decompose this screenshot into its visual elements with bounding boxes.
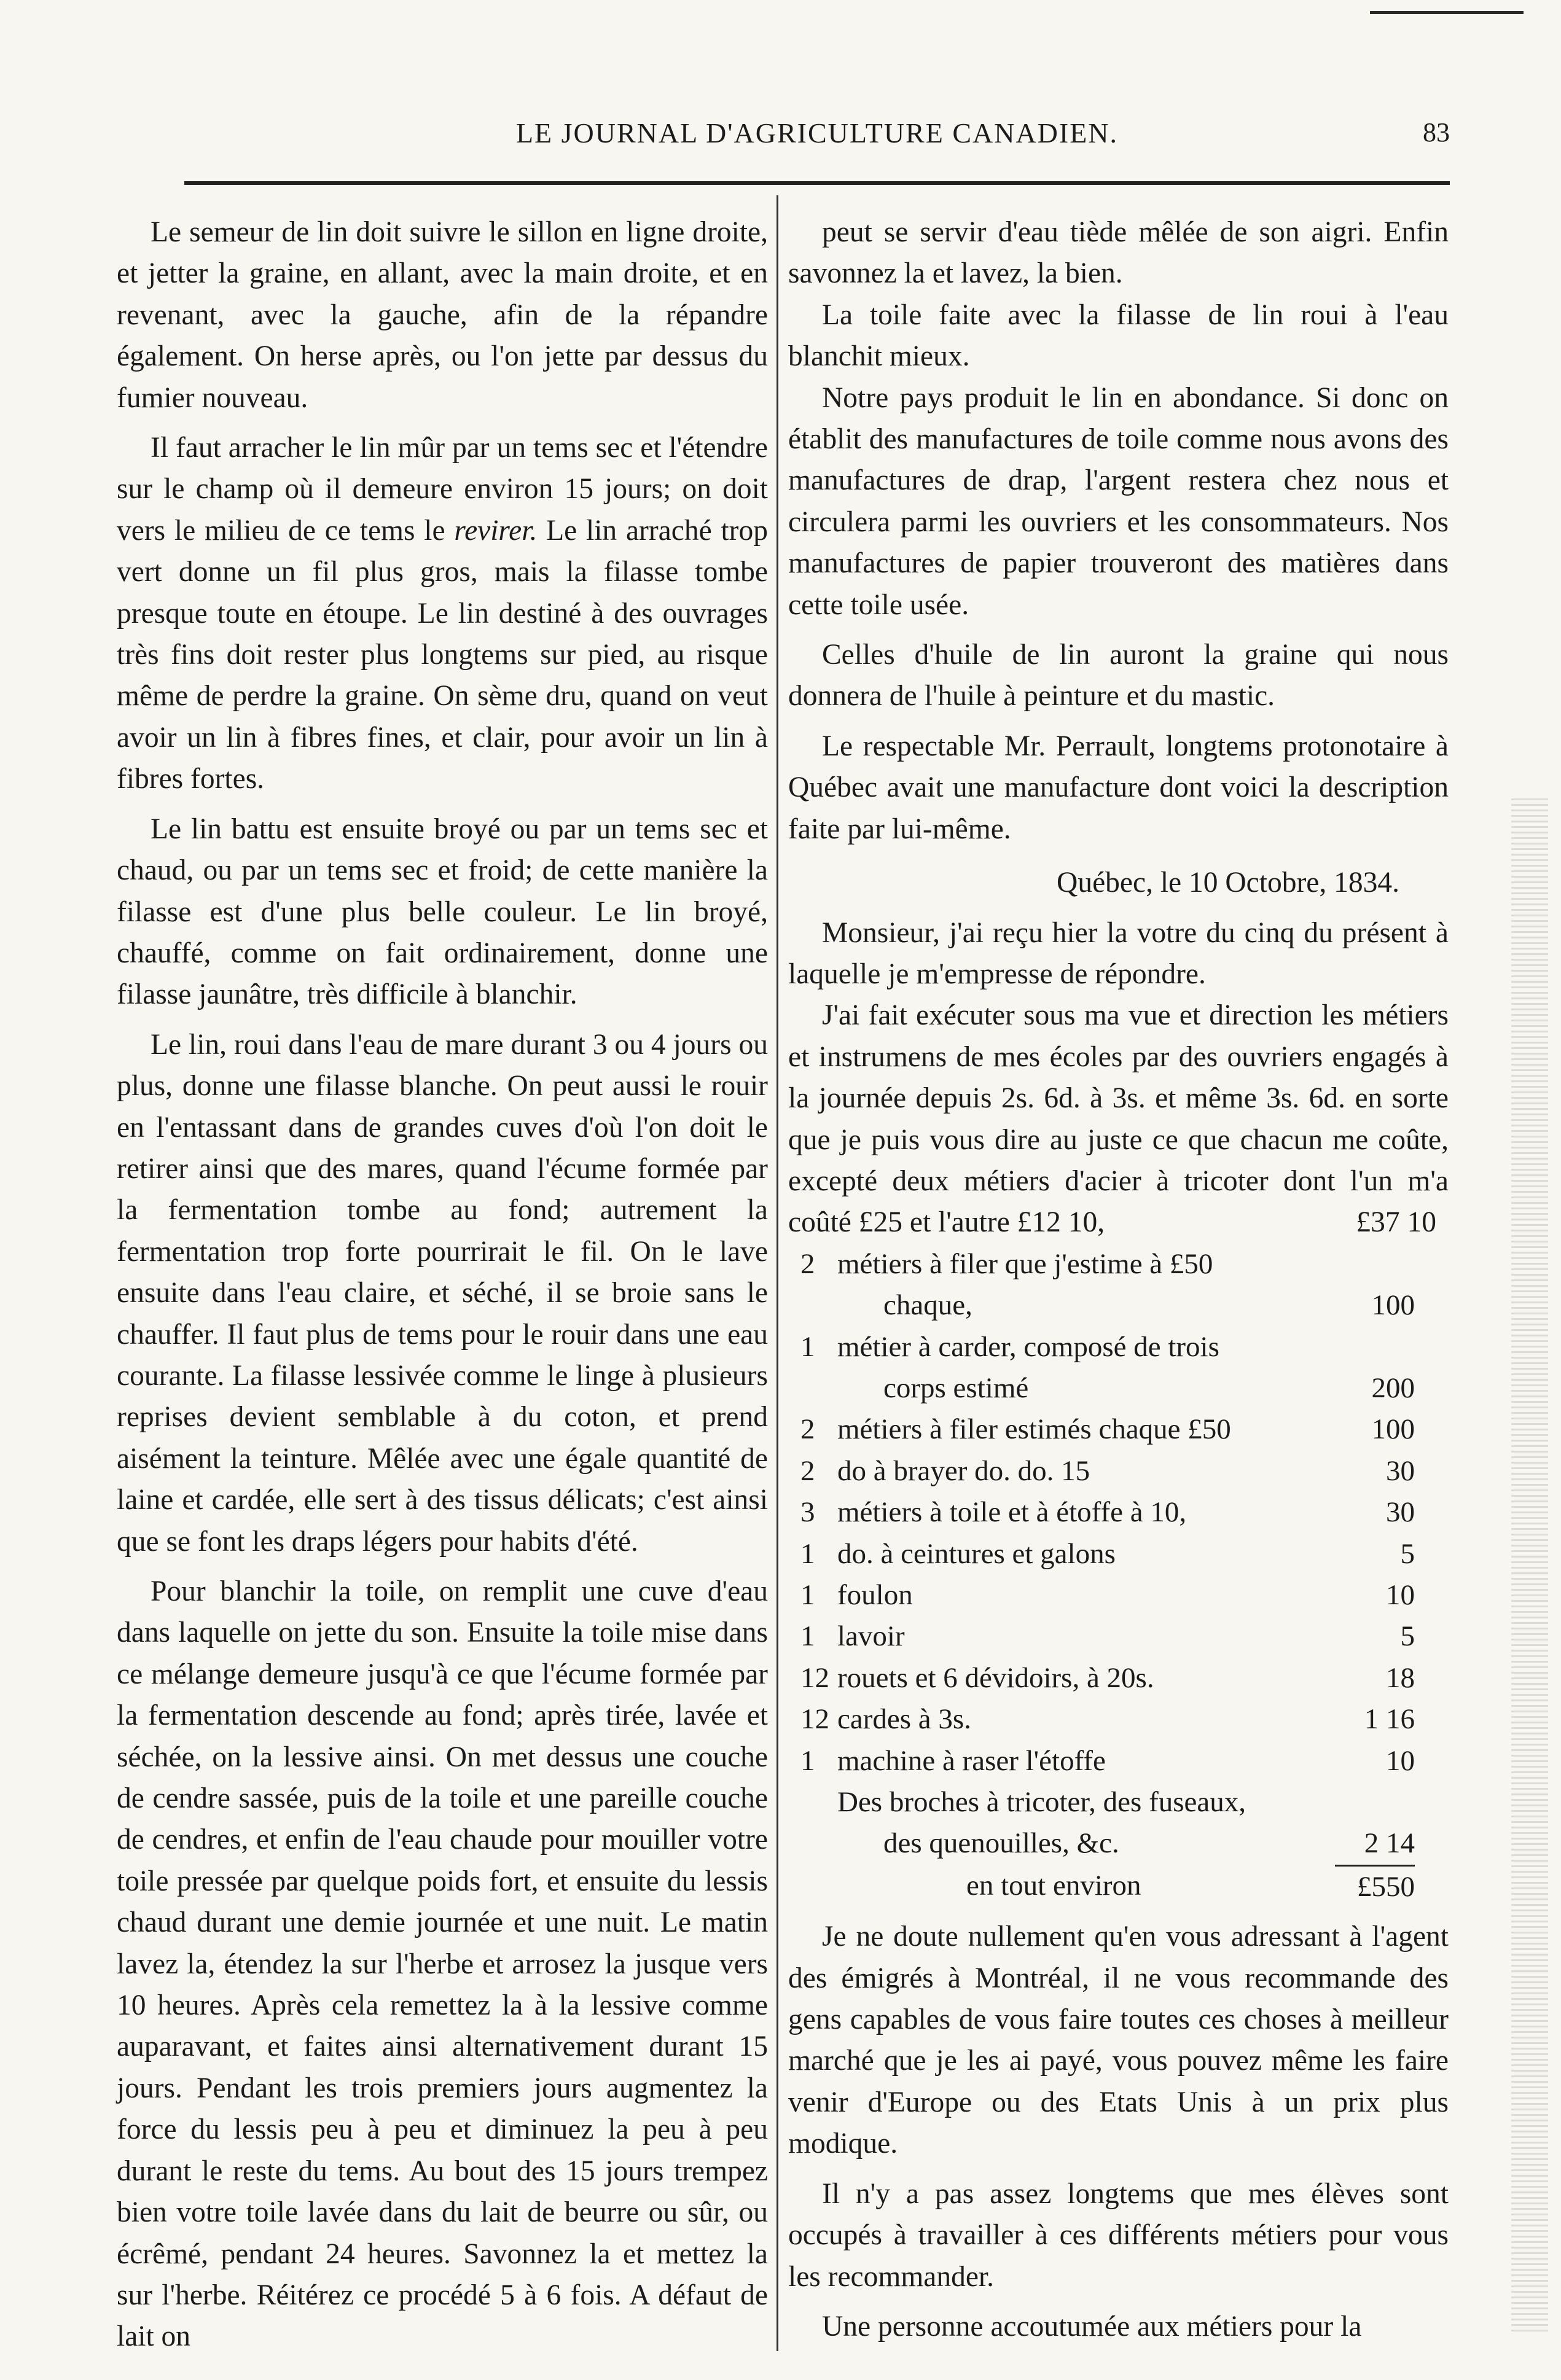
inventory-amount: 10 [1386, 1579, 1415, 1611]
header-rule [184, 181, 1450, 185]
paragraph: peut se servir d'eau tiède mêlée de son aigri. Enfin savonnez la et lavez, la bien. [788, 216, 1449, 290]
paragraph: Il n'y a pas assez longtems que mes élèves sont occupés à travailler à ces différents métiers pour vous les recommander. [788, 2177, 1449, 2293]
inventory-amount: 5 [1400, 1620, 1415, 1653]
paragraph: Notre pays produit le lin en abondance. Si donc on établit des manufactures de toile comme nous avons des manufactures de drap, l'argent restera chez nous et circulera parmi les ouvriers et les consommateurs. Nos manufactures de papier trouveront des matières dans cette toile usée. [788, 381, 1449, 621]
inventory-row [800, 1823, 1415, 1865]
inventory-description: machine à raser l'étoffe [837, 1744, 1106, 1777]
inventory-description: métiers à toile et à étoffe à 10, [837, 1496, 1187, 1529]
inventory-amount: 30 [1386, 1496, 1415, 1529]
inventory-amount [1335, 1782, 1415, 1823]
page-edge-scan-noise [1511, 798, 1548, 2334]
inventory-qty: 2 [800, 1247, 815, 1280]
running-head: LE JOURNAL D'AGRICULTURE CANADIEN. [515, 117, 1119, 149]
inventory-qty: 1 [800, 1744, 815, 1777]
paragraph: Le respectable Mr. Perrault, longtems protonotaire à Québec avait une manufacture dont voici la description faite par lui-même. [788, 730, 1449, 845]
top-edge-rule [1370, 11, 1524, 14]
right-column [788, 212, 1449, 2347]
total-label: en tout environ [966, 1870, 1141, 1902]
inventory-row [800, 1409, 1415, 1450]
inventory-qty: 12 [800, 1661, 829, 1694]
letter-dateline: Québec, le 10 Octobre, 1834. [1057, 867, 1399, 899]
paragraph: Le semeur de lin doit suivre le sillon en ligne droite, et jetter la graine, en allant, avec la main droite, et en revenant, avec la gauche, afin de la répandre également. On herse après, ou l'on jette par dessus du fumier nouveau. [117, 216, 768, 414]
inventory-qty: 1 [800, 1330, 815, 1363]
inventory-row [800, 1244, 1415, 1285]
inventory-qty [800, 1368, 837, 1409]
inventory-amount: 30 [1386, 1454, 1415, 1487]
inventory-description: foulon [837, 1579, 913, 1611]
page-header [184, 117, 1450, 160]
inventory-row [800, 1534, 1415, 1575]
paragraph: Pour blanchir la toile, on remplit une cuve d'eau dans laquelle on jette du son. Ensuite la toile mise dans ce mélange demeure jusqu'à ce que l'écume formée par la fermentation descende au fond; après tirée, lavée et séchée, on la lessive ainsi. On met dessus une couche de cendre sassée, puis de la toile et une pareille couche de cendres, et enfin de l'eau chaude pour mouiller votre toile pressée par quelque poids fort, et ensuite du lessis chaud durant une demie journée et une nuit. Le matin lavez la, étendez la sur l'herbe et arrosez la jusque vers 10 heures. Après cela remettez la à la lessive comme auparavant, et faites ainsi alternativement durant 15 jours. Pendant les trois premiers jours augmentez la force du lessis peu à peu et diminuez la peu à peu durant le reste du tems. Au bout des 15 jours trempez bien votre toile lavée dans du lait de beurre ou sûr, ou écrêmé, pendant 24 heures. Savonnez la et mettez la sur l'herbe. Réitérez ce procédé 5 à 6 fois. A défaut de lait on [117, 1575, 768, 2353]
inventory-row [800, 1575, 1415, 1616]
inventory-row [800, 1741, 1415, 1782]
inventory-qty: 12 [800, 1703, 829, 1736]
italic-word: revirer. [454, 514, 538, 547]
paragraph [117, 427, 768, 800]
total-amount: £550 [1335, 1865, 1415, 1908]
page-number: 83 [1423, 117, 1450, 147]
paragraph: Je ne doute nullement qu'en vous adressant à l'agent des émigrés à Montréal, il ne vous recommande des gens capables de vous faire toutes ces choses à meilleur marché que je les ai payé, vous pouvez même les faire venir d'Europe ou des Etats Unis à un prix plus modique. [788, 1921, 1449, 2160]
inventory-qty: 2 [800, 1413, 815, 1446]
paragraph: Le lin battu est ensuite broyé ou par un tems sec et chaud, ou par un tems sec et froid; de cette manière la filasse est d'une plus belle couleur. Le lin broyé, chauffé, comme on fait ordinairement, donne une filasse jaunâtre, très difficile à blanchir. [117, 813, 768, 1011]
inventory-amount [1335, 1327, 1415, 1368]
inventory-qty [800, 1782, 837, 1823]
inventory-amount: 5 [1400, 1537, 1415, 1570]
inventory-description: cardes à 3s. [837, 1703, 971, 1736]
inventory-amount [1335, 1244, 1415, 1285]
inventory-qty [800, 1285, 837, 1326]
inventory-table [800, 1244, 1415, 1908]
inventory-amount: 100 [1371, 1289, 1415, 1322]
inventory-amount: 100 [1371, 1413, 1415, 1446]
inventory-qty: 3 [800, 1496, 815, 1529]
inventory-qty: 2 [800, 1454, 815, 1487]
text-run: J'ai fait exécuter sous ma vue et direction les métiers et instrumens de mes écoles par des ouvriers engagés à la journée depuis 2s. 6d. à 3s. et même 3s. 6d. en sorte que je puis vous dire au juste ce que chacun me coûte, excepté deux métiers d'acier à tricoter dont l'un m'a coûté £25 et l'autre £12 10, [788, 999, 1449, 1239]
inventory-amount: 200 [1371, 1371, 1415, 1404]
inventory-row [800, 1782, 1415, 1823]
inventory-row [800, 1327, 1415, 1368]
inventory-amount: 1 16 [1364, 1703, 1415, 1736]
inventory-description: métiers à filer que j'estime à £50 [837, 1247, 1213, 1280]
inventory-qty: 1 [800, 1537, 815, 1570]
inventory-amount: 10 [1386, 1744, 1415, 1777]
text-run: Il faut arracher le lin mûr par un tems sec et l'étendre sur le champ où il demeure environ 15 jours; on doit vers le milieu de ce tems le [117, 432, 768, 547]
inventory-qty [800, 1823, 837, 1865]
inventory-description: métiers à filer estimés chaque £50 [837, 1413, 1231, 1446]
inventory-description: do à brayer do. do. 15 [837, 1454, 1090, 1487]
inventory-qty: 1 [800, 1620, 815, 1653]
inventory-row [800, 1285, 1415, 1326]
inventory-row [800, 1658, 1415, 1699]
inventory-amount: 2 14 [1364, 1827, 1415, 1860]
inventory-description: métier à carder, composé de trois [837, 1330, 1219, 1363]
inventory-qty: 1 [800, 1579, 815, 1611]
inventory-description: chaque, [883, 1289, 972, 1322]
inventory-row [800, 1699, 1415, 1740]
amount: £37 10 [1356, 1206, 1436, 1239]
inventory-description: lavoir [837, 1620, 905, 1653]
paragraph [788, 995, 1449, 1243]
paragraph: Monsieur, j'ai reçu hier la votre du cinq du présent à laquelle je m'empresse de répondre. [788, 916, 1449, 990]
text-run: Le lin arraché trop vert donne un fil plus gros, mais la filasse tombe presque toute en étoupe. Le lin destiné à des ouvrages très fins doit rester plus longtems sur pied, au risque même de perdre la graine. On sème dru, quand on veut avoir un lin à fibres fines, et clair, pour avoir un lin à fibres fortes. [117, 514, 768, 795]
inventory-description: corps estimé [883, 1371, 1029, 1404]
inventory-description: Des broches à tricoter, des fuseaux, [837, 1786, 1246, 1819]
paragraph: Une personne accoutumée aux métiers pour la [822, 2310, 1362, 2343]
paragraph: La toile faite avec la filasse de lin roui à l'eau blanchit mieux. [788, 298, 1449, 373]
paragraph: Celles d'huile de lin auront la graine qui nous donnera de l'huile à peinture et du mastic. [788, 639, 1449, 712]
inventory-row [800, 1451, 1415, 1492]
total-row [800, 1865, 1415, 1908]
inventory-row [800, 1492, 1415, 1533]
paragraph: Le lin, roui dans l'eau de mare durant 3 ou 4 jours ou plus, donne une filasse blanche. On peut aussi le rouir en l'entassant dans de grandes cuves d'où l'on doit le retirer ainsi que des mares, quand l'écume formée par la fermentation tombe au fond; autrement la fermentation trop forte pourrirait le fil. On le lave ensuite dans l'eau claire, et séché, il se broie sans le chauffer. Il faut plus de tems pour le rouir dans une eau courante. La filasse lessivée comme le linge à plusieurs reprises devient semblable à du coton, et prend aisément la teinture. Mêlée avec une égale quantité de laine et cardée, elle sert à des tissus délicats; c'est ainsi que se font les draps légers pour habits d'été. [117, 1028, 768, 1558]
column-divider [777, 195, 778, 2351]
inventory-row [800, 1616, 1415, 1657]
inventory-row [800, 1368, 1415, 1409]
inventory-amount: 18 [1386, 1661, 1415, 1694]
inventory-description: des quenouilles, &c. [883, 1827, 1119, 1860]
left-column [117, 212, 768, 2358]
inventory-description: do. à ceintures et galons [837, 1537, 1116, 1570]
inventory-description: rouets et 6 dévidoirs, à 20s. [837, 1661, 1154, 1694]
